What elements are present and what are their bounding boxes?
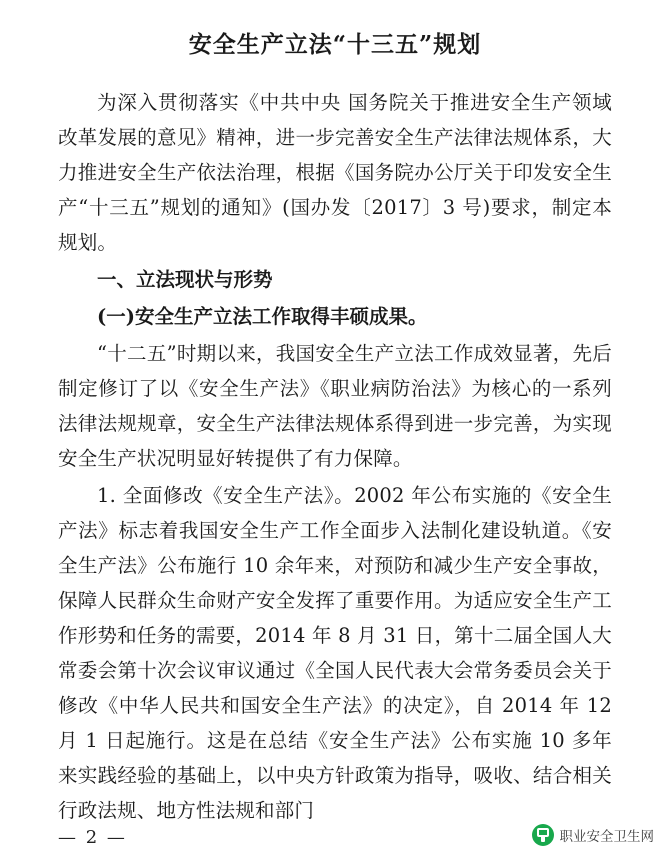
paragraph-item-1: 1. 全面修改《安全生产法》。2002 年公布实施的《安全生产法》标志着我国安全生产工作全面步入法制化建设轨道。《安全生产法》公布施行 10 余年来，对预防和减少生产安全事故，保障人民群众生命财产安全发挥了重要作用。为适应安全生产工作形势和任务的需要，2014 年 8 月 31 日，第十二届全国人大常委会第十次会议审议通过《全国人民代表大会常务委员会关于修改《中华人民共和国安全生产法》的决定》，自 2014 年 12 月 1 日起施行。这是在总结《安全生产法》公布实施 10 多年来实践经验的基础上，以中央方针政策为指导，吸收、结合相关行政法规、地方性法规和部门: [58, 484, 612, 822]
page-footer: [0, 816, 670, 854]
shield-logo-icon: [532, 824, 554, 846]
section-heading-1: 一、立法现状与形势: [97, 268, 273, 291]
page-number: — 2 —: [58, 827, 127, 848]
watermark: [532, 824, 655, 846]
page-title: 安全生产立法“十三五”规划: [188, 31, 482, 58]
paragraph-intro: 为深入贯彻落实《中共中央 国务院关于推进安全生产领域改革发展的意见》精神，进一步完善安全生产法律法规体系，大力推进安全生产依法治理，根据《国务院办公厅关于印发安全生产“十三五”规划的通知》(国办发〔2017〕3 号)要求，制定本规划。: [58, 91, 612, 254]
subsection-heading-1-1: (一)安全生产立法工作取得丰硕成果。: [97, 305, 428, 328]
watermark-label: 职业安全卫生网: [559, 829, 654, 845]
paragraph-achievements: “十二五”时期以来，我国安全生产立法工作成效显著，先后制定修订了以《安全生产法》《职业病防治法》为核心的一系列法律法规规章，安全生产法律法规体系得到进一步完善，为实现安全生产状况明显好转提供了有力保障。: [58, 342, 612, 470]
document-page: [0, 26, 670, 860]
